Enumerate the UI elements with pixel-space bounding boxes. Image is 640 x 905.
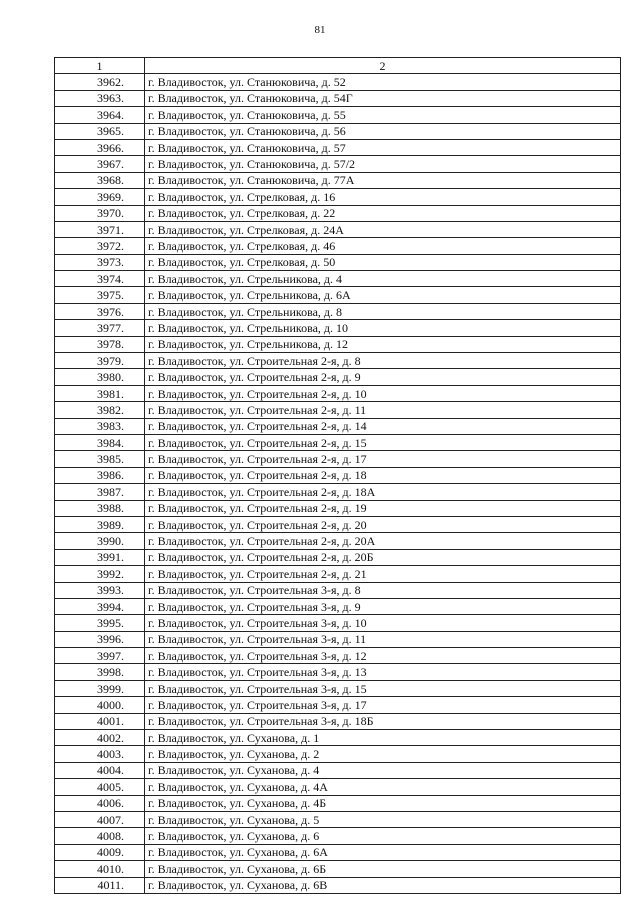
row-number-cell: 4002. — [55, 730, 145, 746]
row-number-cell: 3962. — [55, 74, 145, 90]
column-header-number: 1 — [55, 58, 145, 74]
address-cell: г. Владивосток, ул. Строительная 2-я, д. 21 — [145, 566, 621, 582]
table-row — [55, 107, 621, 123]
address-cell: г. Владивосток, ул. Строительная 3-я, д. 12 — [145, 648, 621, 664]
table-row — [55, 713, 621, 729]
row-number-cell: 3995. — [55, 615, 145, 631]
row-number-cell: 3989. — [55, 516, 145, 532]
address-cell: г. Владивосток, ул. Строительная 2-я, д. 18А — [145, 484, 621, 500]
row-number-cell: 3978. — [55, 336, 145, 352]
row-number-cell: 4000. — [55, 697, 145, 713]
address-cell: г. Владивосток, ул. Строительная 2-я, д. 18 — [145, 467, 621, 483]
row-number-cell: 3969. — [55, 189, 145, 205]
table-row — [55, 172, 621, 188]
table-row — [55, 746, 621, 762]
row-number-cell: 3997. — [55, 648, 145, 664]
row-number-cell: 4005. — [55, 779, 145, 795]
table-row — [55, 516, 621, 532]
address-cell: г. Владивосток, ул. Станюковича, д. 77А — [145, 172, 621, 188]
address-cell: г. Владивосток, ул. Строительная 2-я, д. 14 — [145, 418, 621, 434]
row-number-cell: 4008. — [55, 828, 145, 844]
address-cell: г. Владивосток, ул. Суханова, д. 5 — [145, 811, 621, 827]
table-row — [55, 762, 621, 778]
row-number-cell: 3991. — [55, 549, 145, 565]
row-number-cell: 3967. — [55, 156, 145, 172]
row-number-cell: 4007. — [55, 811, 145, 827]
address-cell: г. Владивосток, ул. Строительная 2-я, д. 11 — [145, 402, 621, 418]
table-row — [55, 467, 621, 483]
row-number-cell: 4006. — [55, 795, 145, 811]
row-number-cell: 3985. — [55, 451, 145, 467]
row-number-cell: 3965. — [55, 123, 145, 139]
address-cell: г. Владивосток, ул. Станюковича, д. 54Г — [145, 90, 621, 106]
address-cell: г. Владивосток, ул. Строительная 2-я, д. 17 — [145, 451, 621, 467]
table-row — [55, 648, 621, 664]
address-cell: г. Владивосток, ул. Строительная 2-я, д. 20А — [145, 533, 621, 549]
table-row — [55, 484, 621, 500]
row-number-cell: 3984. — [55, 434, 145, 450]
table-row — [55, 336, 621, 352]
table-row — [55, 828, 621, 844]
row-number-cell: 3987. — [55, 484, 145, 500]
row-number-cell: 3998. — [55, 664, 145, 680]
row-number-cell: 3979. — [55, 353, 145, 369]
address-cell: г. Владивосток, ул. Строительная 2-я, д. 20 — [145, 516, 621, 532]
address-cell: г. Владивосток, ул. Строительная 3-я, д. 11 — [145, 631, 621, 647]
address-table — [54, 57, 621, 894]
address-cell: г. Владивосток, ул. Стрельникова, д. 12 — [145, 336, 621, 352]
row-number-cell: 3963. — [55, 90, 145, 106]
table-row — [55, 615, 621, 631]
page-number: 81 — [314, 24, 326, 36]
row-number-cell: 3972. — [55, 238, 145, 254]
table-row — [55, 500, 621, 516]
address-cell: г. Владивосток, ул. Суханова, д. 6А — [145, 844, 621, 860]
table-row — [55, 582, 621, 598]
address-cell: г. Владивосток, ул. Строительная 3-я, д. 9 — [145, 598, 621, 614]
table-row — [55, 795, 621, 811]
table-row — [55, 369, 621, 385]
row-number-cell: 3994. — [55, 598, 145, 614]
address-cell: г. Владивосток, ул. Стрелковая, д. 22 — [145, 205, 621, 221]
address-cell: г. Владивосток, ул. Строительная 2-я, д. 10 — [145, 385, 621, 401]
table-row — [55, 697, 621, 713]
address-cell: г. Владивосток, ул. Суханова, д. 6Б — [145, 861, 621, 877]
table-row — [55, 730, 621, 746]
table-row — [55, 238, 621, 254]
table-body — [55, 74, 621, 894]
row-number-cell: 3993. — [55, 582, 145, 598]
row-number-cell: 3977. — [55, 320, 145, 336]
address-cell: г. Владивосток, ул. Суханова, д. 6 — [145, 828, 621, 844]
address-cell: г. Владивосток, ул. Строительная 2-я, д. 20Б — [145, 549, 621, 565]
address-cell: г. Владивосток, ул. Строительная 3-я, д. 8 — [145, 582, 621, 598]
row-number-cell: 3976. — [55, 303, 145, 319]
row-number-cell: 3968. — [55, 172, 145, 188]
table-row — [55, 74, 621, 90]
table-row — [55, 205, 621, 221]
row-number-cell: 4004. — [55, 762, 145, 778]
table-row — [55, 598, 621, 614]
address-cell: г. Владивосток, ул. Строительная 3-я, д. 18Б — [145, 713, 621, 729]
table-header — [55, 58, 621, 74]
address-cell: г. Владивосток, ул. Строительная 3-я, д. 13 — [145, 664, 621, 680]
table-row — [55, 533, 621, 549]
row-number-cell: 3986. — [55, 467, 145, 483]
table-row — [55, 320, 621, 336]
address-cell: г. Владивосток, ул. Строительная 3-я, д. 15 — [145, 680, 621, 696]
row-number-cell: 4009. — [55, 844, 145, 860]
address-cell: г. Владивосток, ул. Станюковича, д. 55 — [145, 107, 621, 123]
table-row — [55, 418, 621, 434]
address-cell: г. Владивосток, ул. Суханова, д. 4А — [145, 779, 621, 795]
address-cell: г. Владивосток, ул. Станюковича, д. 56 — [145, 123, 621, 139]
address-cell: г. Владивосток, ул. Стрелковая, д. 24А — [145, 221, 621, 237]
table-row — [55, 271, 621, 287]
header-row — [55, 58, 621, 74]
row-number-cell: 4001. — [55, 713, 145, 729]
row-number-cell: 4010. — [55, 861, 145, 877]
table-row — [55, 221, 621, 237]
address-cell: г. Владивосток, ул. Стрелковая, д. 50 — [145, 254, 621, 270]
row-number-cell: 3973. — [55, 254, 145, 270]
address-cell: г. Владивосток, ул. Станюковича, д. 57/2 — [145, 156, 621, 172]
row-number-cell: 3982. — [55, 402, 145, 418]
address-cell: г. Владивосток, ул. Станюковича, д. 52 — [145, 74, 621, 90]
table-row — [55, 844, 621, 860]
table-row — [55, 631, 621, 647]
table-row — [55, 402, 621, 418]
address-cell: г. Владивосток, ул. Суханова, д. 1 — [145, 730, 621, 746]
row-number-cell: 3964. — [55, 107, 145, 123]
address-cell: г. Владивосток, ул. Строительная 3-я, д. 17 — [145, 697, 621, 713]
table-row — [55, 451, 621, 467]
table-row — [55, 434, 621, 450]
row-number-cell: 3974. — [55, 271, 145, 287]
row-number-cell: 3992. — [55, 566, 145, 582]
row-number-cell: 3999. — [55, 680, 145, 696]
row-number-cell: 3981. — [55, 385, 145, 401]
row-number-cell: 3970. — [55, 205, 145, 221]
table-row — [55, 139, 621, 155]
row-number-cell: 3983. — [55, 418, 145, 434]
address-cell: г. Владивосток, ул. Строительная 2-я, д. 19 — [145, 500, 621, 516]
row-number-cell: 3980. — [55, 369, 145, 385]
address-cell: г. Владивосток, ул. Стрельникова, д. 6А — [145, 287, 621, 303]
table-row — [55, 287, 621, 303]
row-number-cell: 3971. — [55, 221, 145, 237]
row-number-cell: 3988. — [55, 500, 145, 516]
address-cell: г. Владивосток, ул. Стрельникова, д. 4 — [145, 271, 621, 287]
table-row — [55, 385, 621, 401]
address-cell: г. Владивосток, ул. Стрельникова, д. 10 — [145, 320, 621, 336]
address-cell: г. Владивосток, ул. Суханова, д. 4 — [145, 762, 621, 778]
table-row — [55, 353, 621, 369]
row-number-cell: 3990. — [55, 533, 145, 549]
table-row — [55, 90, 621, 106]
table-row — [55, 861, 621, 877]
address-cell: г. Владивосток, ул. Суханова, д. 2 — [145, 746, 621, 762]
table-row — [55, 123, 621, 139]
table-row — [55, 779, 621, 795]
table-row — [55, 156, 621, 172]
table-row — [55, 680, 621, 696]
address-cell: г. Владивосток, ул. Строительная 3-я, д. 10 — [145, 615, 621, 631]
table-row — [55, 303, 621, 319]
table-row — [55, 189, 621, 205]
address-cell: г. Владивосток, ул. Стрельникова, д. 8 — [145, 303, 621, 319]
address-cell: г. Владивосток, ул. Строительная 2-я, д. 9 — [145, 369, 621, 385]
row-number-cell: 3966. — [55, 139, 145, 155]
row-number-cell: 4003. — [55, 746, 145, 762]
address-cell: г. Владивосток, ул. Суханова, д. 6В — [145, 877, 621, 893]
row-number-cell: 4011. — [55, 877, 145, 893]
table-row — [55, 811, 621, 827]
table-row — [55, 549, 621, 565]
address-cell: г. Владивосток, ул. Стрелковая, д. 16 — [145, 189, 621, 205]
table-row — [55, 877, 621, 893]
row-number-cell: 3975. — [55, 287, 145, 303]
row-number-cell: 3996. — [55, 631, 145, 647]
address-cell: г. Владивосток, ул. Строительная 2-я, д. 8 — [145, 353, 621, 369]
column-header-address: 2 — [145, 58, 621, 74]
address-cell: г. Владивосток, ул. Суханова, д. 4Б — [145, 795, 621, 811]
table-row — [55, 566, 621, 582]
table-row — [55, 664, 621, 680]
address-cell: г. Владивосток, ул. Строительная 2-я, д. 15 — [145, 434, 621, 450]
address-cell: г. Владивосток, ул. Станюковича, д. 57 — [145, 139, 621, 155]
address-cell: г. Владивосток, ул. Стрелковая, д. 46 — [145, 238, 621, 254]
table-row — [55, 254, 621, 270]
